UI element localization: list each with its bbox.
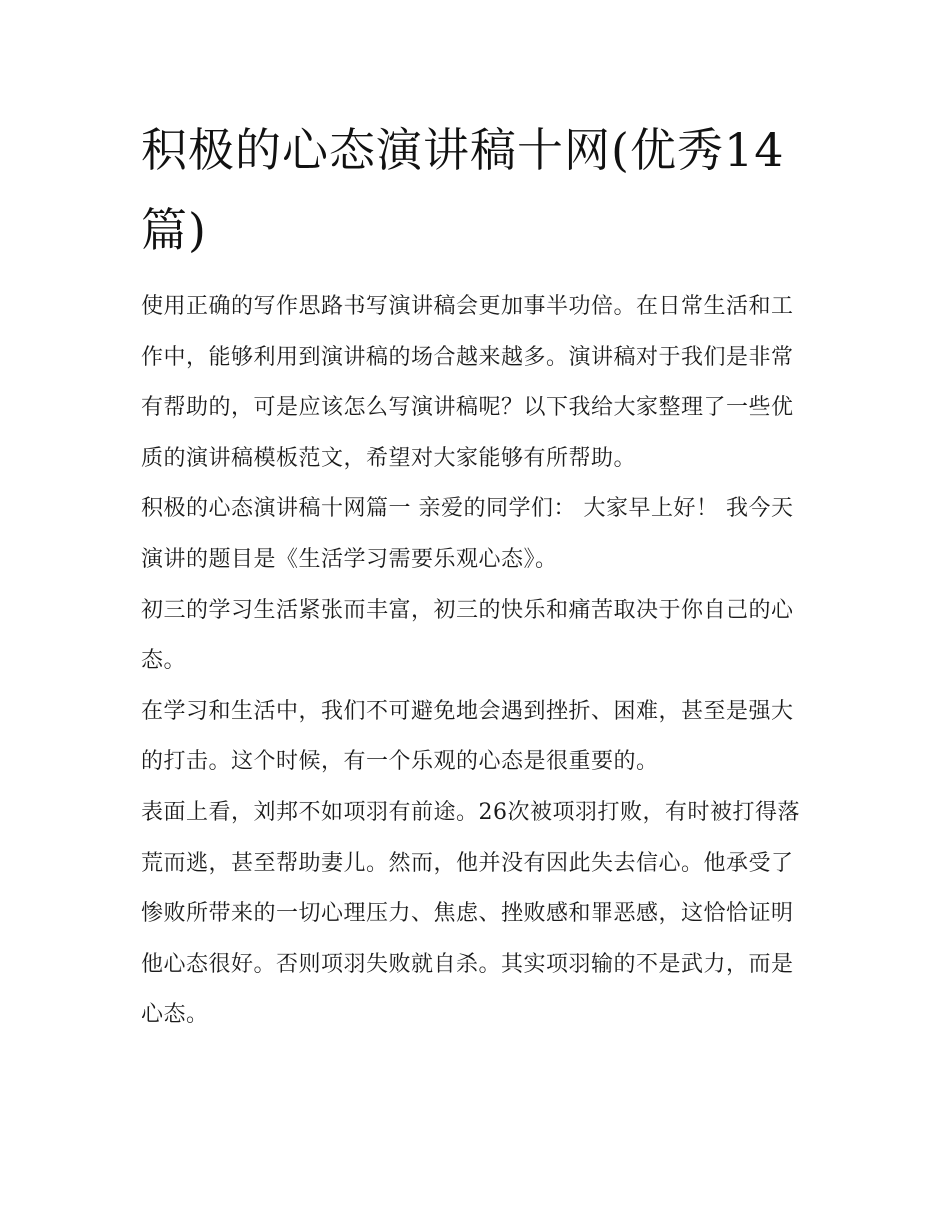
document-body	[141, 282, 813, 1041]
document-content	[141, 110, 813, 1041]
paragraph-liu-bang: 表面上看，刘邦不如项羽有前途。26次被项羽打败，有时被打得落荒而逃，甚至帮助妻儿。然而，他并没有因此失去信心。他承受了惨败所带来的一切心理压力、焦虑、挫败感和罪恶感，这恰恰证明他心态很好。否则项羽失败就自杀。其实项羽输的不是武力，而是心态。	[141, 799, 800, 1028]
paragraph-setbacks: 在学习和生活中，我们不可避免地会遇到挫折、困难，甚至是强大的打击。这个时候，有一个乐观的心态是很重要的。	[141, 698, 794, 775]
paragraph-junior-year: 初三的学习生活紧张而丰富，初三的快乐和痛苦取决于你自己的心态。	[141, 597, 794, 674]
paragraph-greeting: 积极的心态演讲稿十网篇一 亲爱的同学们： 大家早上好！ 我今天演讲的题目是《生活学习需要乐观心态》。	[141, 496, 794, 572]
document-title: 积极的心态演讲稿十网(优秀14篇)	[141, 123, 785, 257]
paragraph-intro: 使用正确的写作思路书写演讲稿会更加事半功倍。在日常生活和工作中，能够利用到演讲稿的场合越来越多。演讲稿对于我们是非常有帮助的，可是应该怎么写演讲稿呢？以下我给大家整理了一些优质的演讲稿模板范文，希望对大家能够有所帮助。	[141, 294, 794, 471]
